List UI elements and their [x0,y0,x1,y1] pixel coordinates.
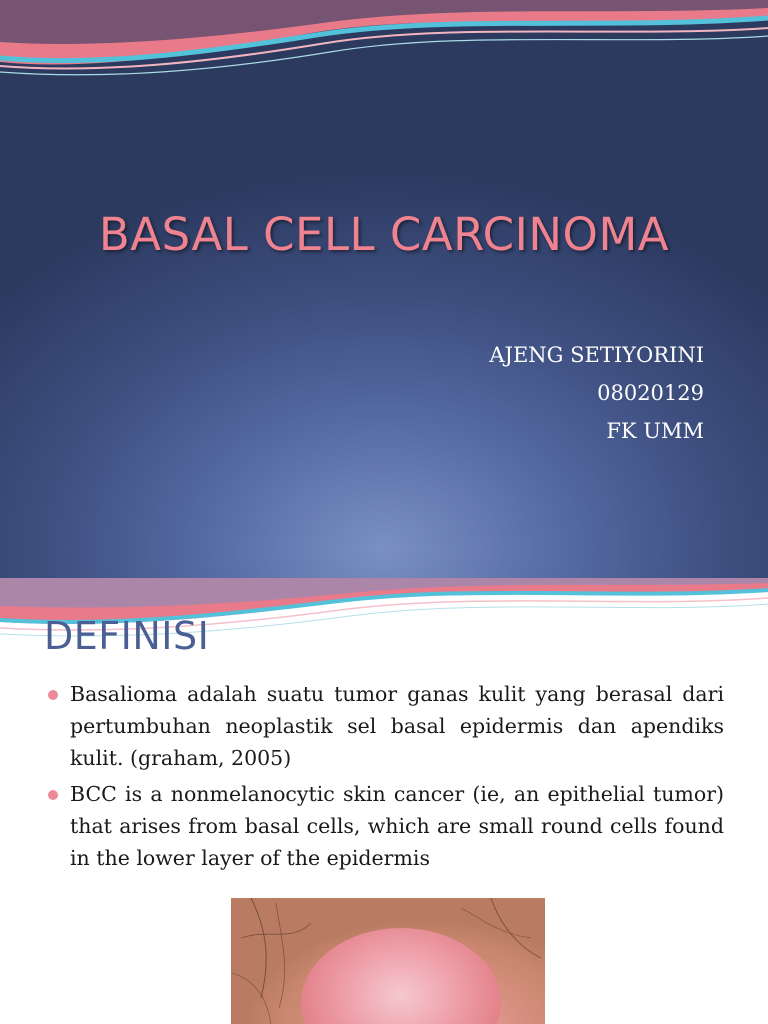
author-name: AJENG SETIYORINI [489,343,704,367]
bullet-icon [48,690,58,700]
header-wave-decoration [0,0,768,95]
list-item-text: BCC is a nonmelanocytic skin cancer (ie, an epithelial tumor) that arises from basal cells, which are small round cells found in the lower layer of the epidermis [70,782,724,870]
slide-heading: DEFINISI [44,614,210,658]
definition-list [44,678,724,878]
bullet-icon [48,790,58,800]
lesion-photo [231,898,545,1024]
slide-subtitle [489,336,704,450]
list-item [44,778,724,874]
hair-strands-decoration [231,898,545,1024]
list-item [44,678,724,774]
institution: FK UMM [606,419,704,443]
definition-slide [0,578,768,1024]
list-item-text: Basalioma adalah suatu tumor ganas kulit yang berasal dari pertumbuhan neoplastik sel basal epidermis dan apendiks kulit. (graham, 2005) [70,682,724,770]
slide-title: BASAL CELL CARCINOMA [98,208,670,261]
student-id: 08020129 [597,381,704,405]
